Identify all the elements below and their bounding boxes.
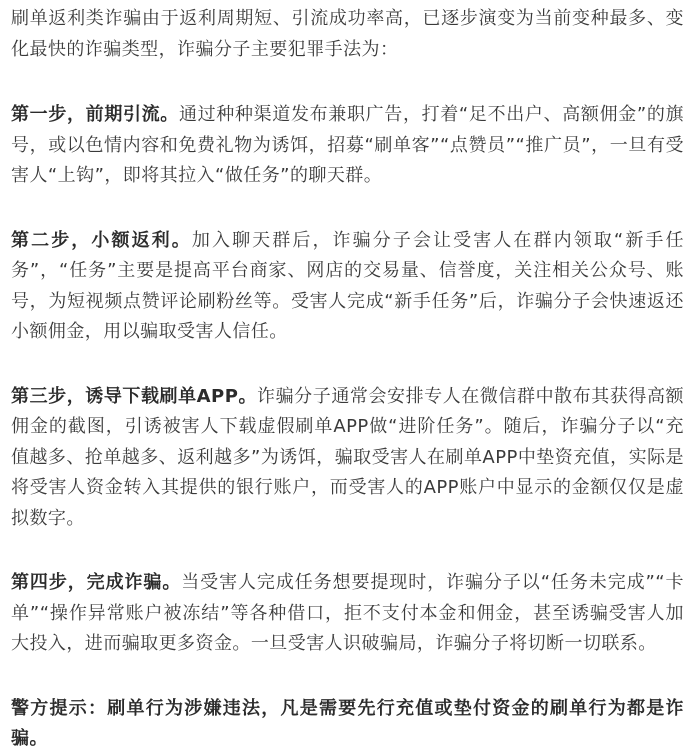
step-1-paragraph: [11, 100, 684, 192]
intro-paragraph: 刷单返利类诈骗由于返利周期短、引流成功率高，已逐步演变为当前变种最多、变化最快的诈骗类型，诈骗分子主要犯罪手法为：: [11, 8, 684, 60]
step-4-paragraph: [11, 568, 684, 660]
step-3-title: 第三步，诱导下载刷单APP。: [11, 385, 258, 407]
police-warning-paragraph: [11, 694, 684, 755]
step-2-paragraph: [11, 226, 684, 348]
police-warning-text: 刷单行为涉嫌违法，凡是需要先行充值或垫付资金的刷单行为都是诈骗。: [11, 697, 685, 749]
step-2-title: 第二步，小额返利。: [11, 229, 192, 251]
step-2-text: 加入聊天群后，诈骗分子会让受害人在群内领取“新手任务”，“任务”主要是提高平台商家、网店的交易量、信誉度，关注相关公众号、账号，为短视频点赞评论刷粉丝等。受害人完成“新手任务”后，诈骗分子会快速返还小额佣金，用以骗取受害人信任。: [11, 229, 684, 342]
step-1-title: 第一步，前期引流。: [11, 104, 179, 125]
step-3-paragraph: [11, 382, 684, 535]
step-4-title: 第四步，完成诈骗。: [11, 572, 182, 593]
step-3-text: 诈骗分子通常会安排专人在微信群中散布其获得高额佣金的截图，引诱被害人下载虚假刷单APP做“进阶任务”。随后，诈骗分子以“充值越多、抢单越多、返利越多”为诱饵，骗取受害人在刷单APP中垫资充值，实际是将受害人资金转入其提供的银行账户，而受害人的APP账户中显示的金额仅仅是虚拟数字。: [11, 385, 684, 529]
step-1-text: 通过种种渠道发布兼职广告，打着“足不出户、高额佣金”的旗号，或以色情内容和免费礼物为诱饵，招募“刷单客”“点赞员”“推广员”，一旦有受害人“上钩”，即将其拉入“做任务”的聊天群。: [11, 104, 684, 186]
police-warning-label: 警方提示：: [11, 697, 108, 719]
step-4-text: 当受害人完成任务想要提现时，诈骗分子以“任务未完成”“卡单”“操作异常账户被冻结”等各种借口，拒不支付本金和佣金，甚至诱骗受害人加大投入，进而骗取更多资金。一旦受害人识破骗局，诈骗分子将切断一切联系。: [11, 572, 684, 654]
